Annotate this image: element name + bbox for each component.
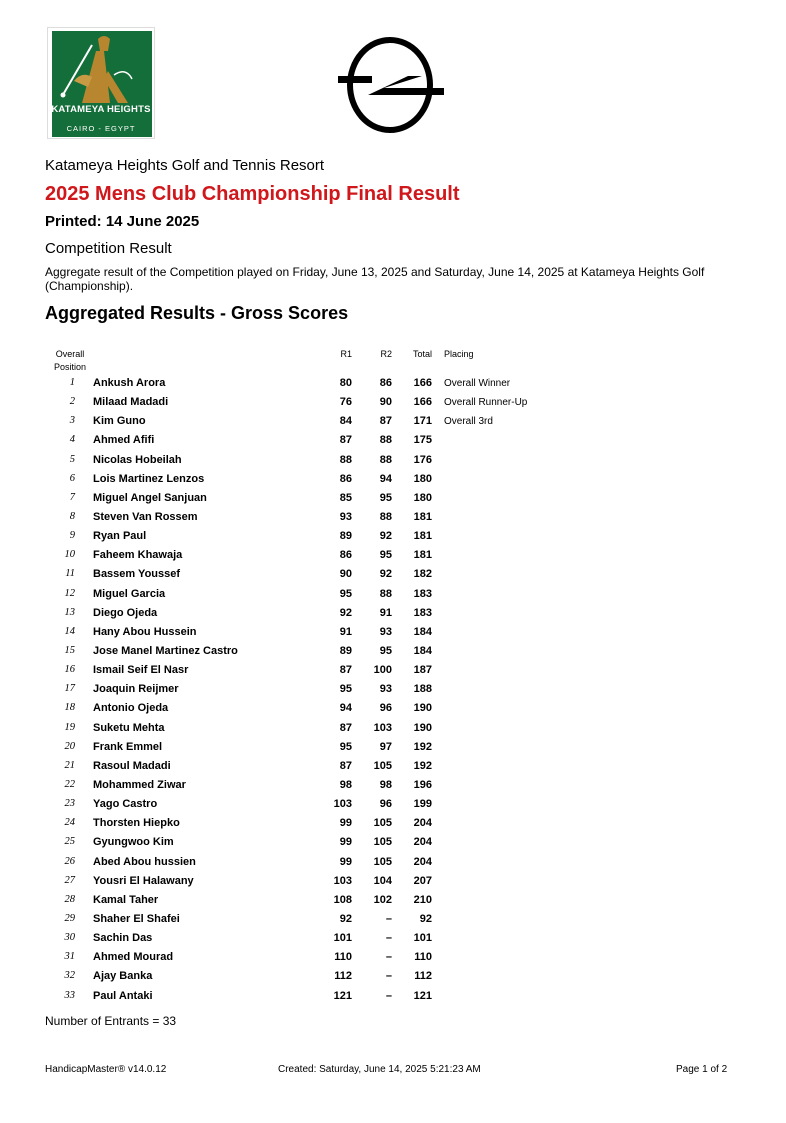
player-name-cell: Ahmed Afifi [93,434,155,447]
round2-score-cell: 90 [379,396,392,409]
player-name-cell: Kim Guno [93,415,146,428]
player-name-cell: Shaher El Shafei [93,912,180,925]
footer-software: HandicapMaster® v14.0.12 [45,1064,167,1075]
total-score-cell: 183 [413,587,432,600]
position-cell: 31 [64,951,75,963]
round2-score-cell: 103 [373,721,392,734]
placing-cell: Overall 3rd [444,416,493,428]
player-name-cell: Suketu Mehta [93,721,165,734]
table-row [0,777,786,796]
position-cell: 30 [64,932,75,944]
round1-score-cell: 94 [339,702,352,715]
total-score-cell: 184 [413,625,432,638]
player-name-cell: Ismail Seif El Nasr [93,664,189,677]
table-row [0,681,786,700]
total-score-cell: 196 [413,778,432,791]
player-name-cell: Joaquin Reijmer [93,683,179,696]
round1-score-cell: 87 [339,759,352,772]
position-cell: 28 [64,893,75,905]
round2-score-cell: 98 [379,778,392,791]
header-r2: R2 [380,349,392,359]
position-cell: 4 [69,434,75,446]
player-name-cell: Faheem Khawaja [93,549,183,562]
table-row [0,720,786,739]
round1-score-cell: 87 [339,434,352,447]
player-name-cell: Ajay Banka [93,970,153,983]
table-row [0,988,786,1007]
player-name-cell: Ankush Arora [93,377,166,389]
total-score-cell: 171 [413,415,432,428]
round2-score-cell: 105 [373,855,392,868]
player-name-cell: Nicolas Hobeilah [93,453,182,466]
section-title: Aggregated Results - Gross Scores [45,303,349,323]
position-cell: 25 [64,836,75,848]
round1-score-cell: 87 [339,664,352,677]
total-score-cell: 176 [413,453,432,466]
round2-score-cell: 102 [373,893,392,906]
table-row [0,432,786,451]
position-cell: 29 [64,912,75,924]
round2-score-cell: 104 [373,874,392,887]
round1-score-cell: 93 [339,510,352,523]
round2-score-cell: 95 [379,644,392,657]
round1-score-cell: 91 [339,625,352,638]
round1-score-cell: 108 [333,893,352,906]
round2-score-cell: 93 [379,625,392,638]
page-title: 2025 Mens Club Championship Final Result [45,183,460,205]
round1-score-cell: 80 [339,377,352,389]
table-row [0,394,786,413]
round1-score-cell: 99 [339,817,352,830]
position-cell: 1 [69,377,75,388]
position-cell: 11 [65,568,75,580]
golfer-emblem-icon [52,31,152,111]
table-row [0,892,786,911]
header-overall-position: Overall Position [53,349,87,372]
player-name-cell: Miguel Angel Sanjuan [93,491,207,504]
total-score-cell: 207 [413,874,432,887]
round2-score-cell: – [385,951,392,964]
table-row [0,949,786,968]
table-row [0,911,786,930]
round1-score-cell: 121 [333,989,352,1002]
table-row [0,586,786,605]
position-cell: 24 [64,817,75,829]
round1-score-cell: 92 [339,606,352,619]
round2-score-cell: 92 [379,530,392,543]
position-cell: 10 [64,549,75,561]
table-row [0,471,786,490]
round1-score-cell: 95 [339,587,352,600]
round1-score-cell: 86 [339,549,352,562]
table-row [0,815,786,834]
round2-score-cell: 88 [379,510,392,523]
entrant-count: Number of Entrants = 33 [45,1014,177,1028]
player-name-cell: Jose Manel Martinez Castro [93,644,238,657]
round1-score-cell: 84 [339,415,352,428]
player-name-cell: Gyungwoo Kim [93,836,174,849]
position-cell: 5 [69,453,75,465]
table-row [0,605,786,624]
competition-description: Aggregate result of the Competition played on Friday, June 13, 2025 and Saturday, June 14, 2025 at Katameya Heights Golf (Championship). [45,265,705,293]
logo-location-text: CAIRO - EGYPT [66,124,136,133]
round2-score-cell: 88 [379,587,392,600]
total-score-cell: 175 [413,434,432,447]
player-name-cell: Paul Antaki [93,989,153,1002]
table-row [0,700,786,719]
position-cell: 19 [64,721,75,733]
placing-cell: Overall Winner [444,378,511,389]
round2-score-cell: 105 [373,836,392,849]
player-name-cell: Ryan Paul [93,530,147,543]
table-row [0,509,786,528]
total-score-cell: 192 [413,759,432,772]
round2-score-cell: 105 [373,759,392,772]
round2-score-cell: 94 [379,472,392,485]
resort-name: Katameya Heights Golf and Tennis Resort [45,157,325,174]
total-score-cell: 192 [413,740,432,753]
katameya-heights-logo [47,27,155,139]
round1-score-cell: 85 [339,491,352,504]
total-score-cell: 110 [414,951,432,964]
round1-score-cell: 95 [339,740,352,753]
player-name-cell: Abed Abou hussien [93,855,196,868]
placing-cell: Overall Runner-Up [444,397,528,409]
total-score-cell: 204 [413,817,432,830]
table-row [0,566,786,585]
total-score-cell: 166 [413,396,432,409]
round1-score-cell: 101 [333,932,352,945]
position-cell: 9 [69,530,75,542]
round2-score-cell: 92 [379,568,392,581]
total-score-cell: 210 [413,893,432,906]
round1-score-cell: 110 [334,951,352,964]
position-cell: 17 [64,683,75,695]
round2-score-cell: – [385,932,392,945]
results-table [0,375,786,1007]
round1-score-cell: 95 [339,683,352,696]
position-cell: 20 [64,740,75,752]
round2-score-cell: 88 [379,434,392,447]
total-score-cell: 181 [413,530,432,543]
player-name-cell: Milaad Madadi [93,396,169,409]
table-row [0,547,786,566]
player-name-cell: Sachin Das [93,932,153,945]
table-row [0,452,786,471]
total-score-cell: 180 [413,491,432,504]
round1-score-cell: 87 [339,721,352,734]
competition-label: Competition Result [45,240,172,257]
total-score-cell: 199 [413,798,432,811]
player-name-cell: Steven Van Rossem [93,510,198,523]
table-row [0,528,786,547]
table-row [0,758,786,777]
round1-score-cell: 98 [339,778,352,791]
position-cell: 23 [64,798,75,810]
position-cell: 21 [64,759,75,771]
position-cell: 32 [64,970,75,982]
position-cell: 22 [64,778,75,790]
round1-score-cell: 89 [339,644,352,657]
player-name-cell: Yousri El Halawany [93,874,194,887]
total-score-cell: 180 [413,472,432,485]
table-row [0,662,786,681]
player-name-cell: Thorsten Hiepko [93,817,180,830]
total-score-cell: 204 [413,855,432,868]
position-cell: 12 [64,587,75,599]
total-score-cell: 166 [413,377,432,389]
footer-page-number: Page 1 of 2 [676,1064,728,1075]
round2-score-cell: – [385,912,392,925]
position-cell: 13 [64,606,75,618]
position-cell: 18 [64,702,75,714]
round2-score-cell: – [385,989,392,1002]
player-name-cell: Miguel Garcia [93,587,166,600]
round2-score-cell: 95 [379,549,392,562]
round2-score-cell: 96 [379,702,392,715]
table-row [0,968,786,987]
round1-score-cell: 76 [339,396,352,409]
total-score-cell: 182 [413,568,432,581]
round1-score-cell: 86 [339,472,352,485]
round2-score-cell: 105 [373,817,392,830]
round2-score-cell: 100 [373,664,392,677]
round2-score-cell: 95 [379,491,392,504]
round1-score-cell: 88 [339,453,352,466]
round1-score-cell: 99 [339,855,352,868]
table-row [0,930,786,949]
total-score-cell: 190 [413,702,432,715]
position-cell: 27 [64,874,75,886]
round2-score-cell: 97 [379,740,392,753]
total-score-cell: 92 [419,912,432,925]
table-row [0,490,786,509]
round2-score-cell: 87 [379,415,392,428]
footer-created: Created: Saturday, June 14, 2025 5:21:23 AM [278,1064,481,1075]
round2-score-cell: 96 [379,798,392,811]
total-score-cell: 181 [413,510,432,523]
position-cell: 8 [69,510,75,522]
position-cell: 14 [64,625,75,637]
total-score-cell: 121 [413,989,432,1002]
player-name-cell: Mohammed Ziwar [93,778,186,791]
player-name-cell: Yago Castro [93,798,158,811]
round1-score-cell: 92 [339,912,352,925]
table-row [0,375,786,394]
round1-score-cell: 103 [333,798,352,811]
printed-date: Printed: 14 June 2025 [45,213,200,230]
player-name-cell: Kamal Taher [93,893,159,906]
player-name-cell: Rasoul Madadi [93,759,171,772]
opel-blitz-logo-icon [338,36,444,134]
round1-score-cell: 99 [339,836,352,849]
round2-score-cell: 91 [379,606,392,619]
header-total: Total [412,349,432,359]
position-cell: 7 [69,491,75,503]
position-cell: 26 [64,855,75,867]
table-row [0,624,786,643]
position-cell: 33 [64,989,75,1001]
round2-score-cell: 93 [379,683,392,696]
position-cell: 6 [69,472,75,484]
total-score-cell: 188 [413,683,432,696]
header-placing: Placing [444,349,474,359]
total-score-cell: 183 [413,606,432,619]
table-row [0,873,786,892]
position-cell: 15 [64,644,75,656]
round2-score-cell: 86 [379,377,392,389]
table-row [0,413,786,432]
player-name-cell: Lois Martinez Lenzos [93,472,205,485]
round2-score-cell: 88 [379,453,392,466]
total-score-cell: 187 [413,664,432,677]
position-cell: 16 [64,664,75,676]
table-row [0,834,786,853]
total-score-cell: 204 [413,836,432,849]
player-name-cell: Antonio Ojeda [93,702,169,715]
logo-brand-text: KATAMEYA HEIGHTS [51,104,151,115]
table-row [0,854,786,873]
total-score-cell: 181 [413,549,432,562]
position-cell: 3 [69,415,75,427]
total-score-cell: 101 [413,932,432,945]
total-score-cell: 190 [413,721,432,734]
total-score-cell: 184 [413,644,432,657]
position-cell: 2 [69,396,75,408]
player-name-cell: Hany Abou Hussein [93,625,197,638]
table-row [0,739,786,758]
player-name-cell: Diego Ojeda [93,606,158,619]
header-r1: R1 [340,349,352,359]
total-score-cell: 112 [414,970,432,983]
round1-score-cell: 89 [339,530,352,543]
table-row [0,796,786,815]
player-name-cell: Ahmed Mourad [93,951,174,964]
table-row [0,643,786,662]
round1-score-cell: 103 [333,874,352,887]
round2-score-cell: – [385,970,392,983]
round1-score-cell: 90 [339,568,352,581]
round1-score-cell: 112 [334,970,352,983]
player-name-cell: Frank Emmel [93,740,163,753]
player-name-cell: Bassem Youssef [93,568,181,581]
